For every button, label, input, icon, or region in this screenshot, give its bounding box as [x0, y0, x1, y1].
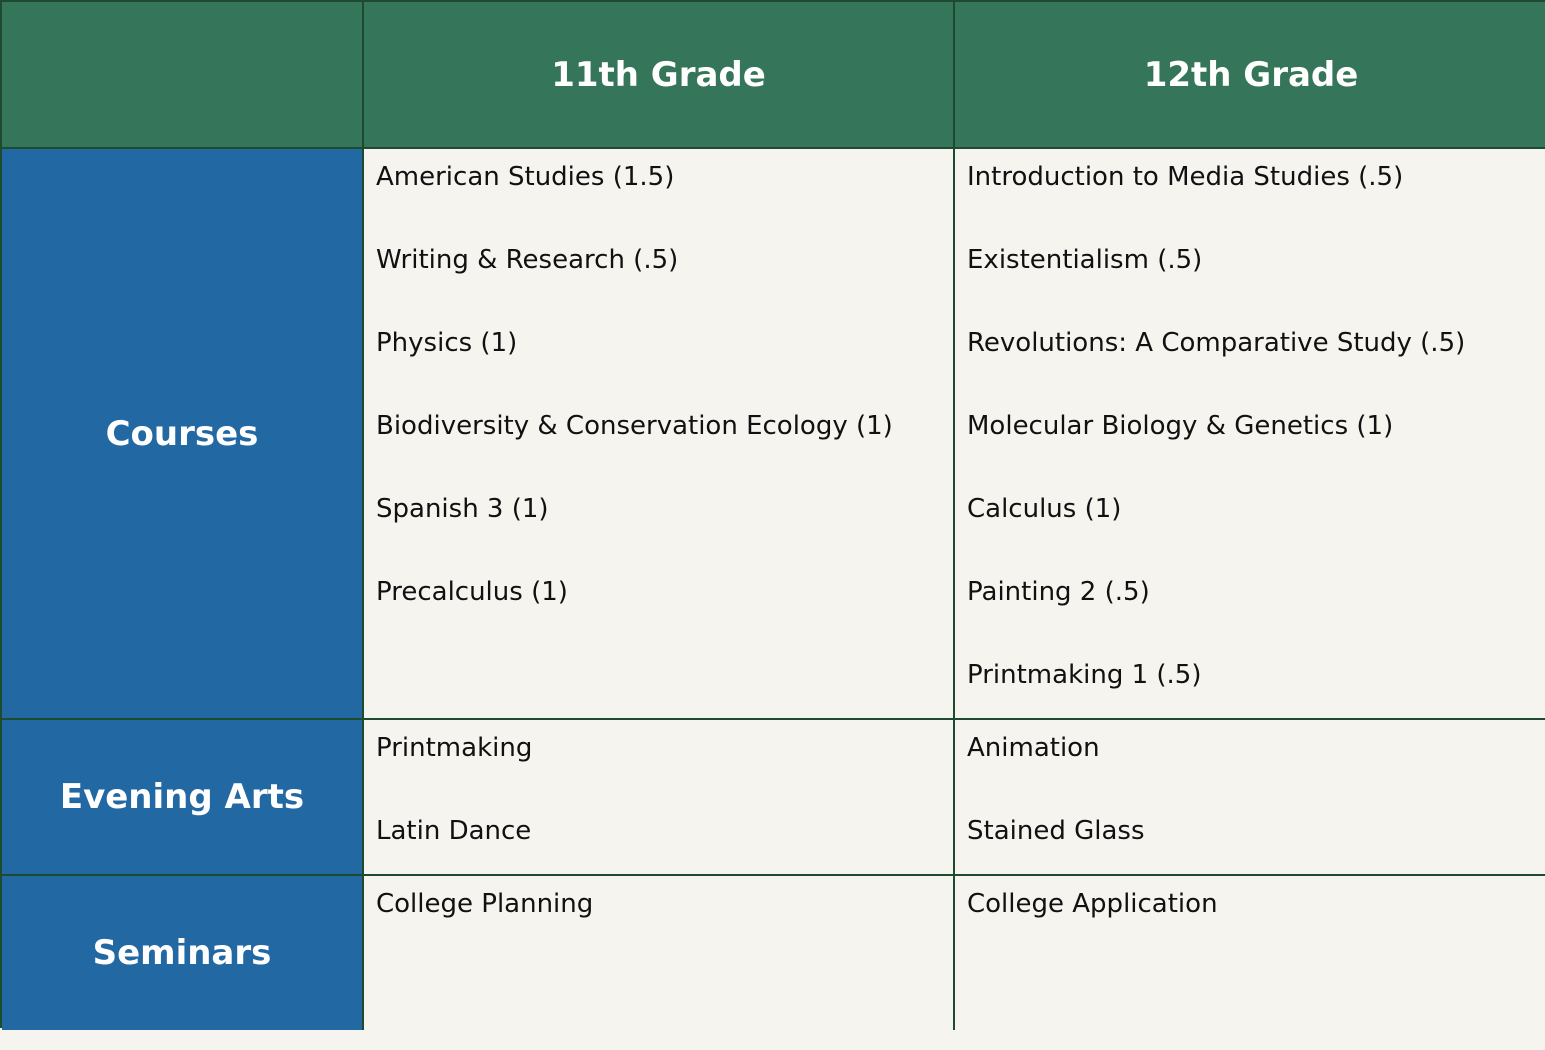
course-item: Printmaking 1 (.5): [967, 660, 1202, 690]
row-label-courses: Courses: [2, 149, 364, 720]
courses-11th-grade-cell: [364, 149, 955, 720]
course-item: Physics (1): [376, 328, 518, 358]
course-item: Precalculus (1): [376, 577, 568, 607]
evening-arts-11th-grade-cell: [364, 720, 955, 876]
course-item: Stained Glass: [967, 816, 1145, 846]
course-item: Writing & Research (.5): [376, 245, 679, 275]
course-item: Animation: [967, 733, 1100, 763]
course-item: Latin Dance: [376, 816, 532, 846]
course-item: Calculus (1): [967, 494, 1122, 524]
header-12th-grade: 12th Grade: [955, 2, 1545, 149]
course-item: Biodiversity & Conservation Ecology (1): [376, 411, 893, 441]
course-item: Revolutions: A Comparative Study (.5): [967, 328, 1466, 358]
evening-arts-12th-grade-cell: [955, 720, 1545, 876]
course-item: Printmaking: [376, 733, 533, 763]
course-item: Molecular Biology & Genetics (1): [967, 411, 1394, 441]
row-label-seminars: Seminars: [2, 876, 364, 1030]
course-item: American Studies (1.5): [376, 162, 675, 192]
row-label-evening-arts: Evening Arts: [2, 720, 364, 876]
header-corner-cell: [2, 2, 364, 149]
seminars-12th-grade-cell: [955, 876, 1545, 1030]
course-item: College Planning: [376, 889, 594, 919]
course-item: Introduction to Media Studies (.5): [967, 162, 1404, 192]
course-item: Existentialism (.5): [967, 245, 1203, 275]
course-item: Painting 2 (.5): [967, 577, 1150, 607]
seminars-11th-grade-cell: [364, 876, 955, 1030]
courses-12th-grade-cell: [955, 149, 1545, 720]
course-item: College Application: [967, 889, 1218, 919]
header-11th-grade: 11th Grade: [364, 2, 955, 149]
course-item: Spanish 3 (1): [376, 494, 549, 524]
